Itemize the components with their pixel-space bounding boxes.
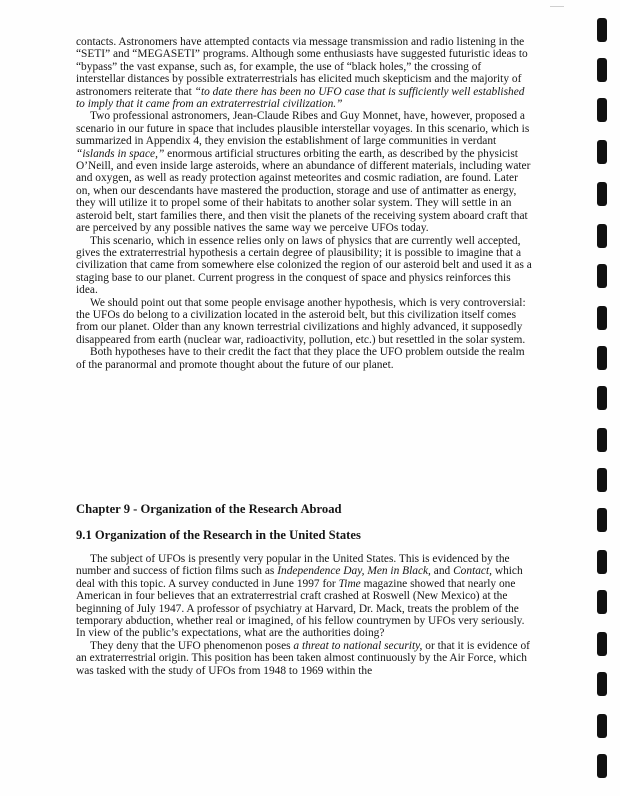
paragraph-astronomers-scenario (76, 110, 532, 234)
italic-film-title: Contact, (453, 565, 492, 578)
paragraph-text: or that it is evidence of an extraterrestrial origin. This position has been taken almost continuously by the Air Force, which was tasked with the study of UFOs from 1948 to 1969 within the (76, 639, 530, 677)
binding-hole (597, 224, 607, 248)
binding-hole (597, 468, 607, 492)
paragraph-text: enormous artificial structures orbiting the earth, as described by the physicist O’Neill, and even inside large asteroids, where an abundance of different materials, including water and oxygen, as well as ready protection against meteorites and cosmic radiation, are found. Later on, when our descendants have mastered the production, storage and use of antimatter as energy, they will utilize it to propel some of their habitats to another solar system. They will settle in an asteroid belt, start families there, and then visit the planets of the receiving system aboard craft that are perceived by any possible natives the same way we perceive UFOs today. (76, 147, 531, 235)
binding-hole (597, 714, 607, 738)
binding-hole (597, 306, 607, 330)
italic-magazine-title: Time (338, 577, 361, 590)
paragraph-controversial-hypothesis: We should point out that some people envisage another hypothesis, which is very controversial: the UFOs do belong to a civilization located in the asteroid belt, but this civilization itself comes from our planet. Older than any known terrestrial civilizations and highly advanced, it supposedly disappeared from earth (nuclear war, radioactivity, pollution, etc.) but resettled in the solar system. (76, 296, 526, 346)
binding-hole (597, 58, 607, 82)
paragraph-text: The subject of UFOs is presently very popular in the United States. This is evidenced by the number and success of fiction films such as (76, 553, 510, 578)
document-body-lower (76, 553, 532, 677)
paragraph-text: and (430, 565, 454, 578)
paragraph-text: which deal with this topic. A survey conducted in June 1997 for (76, 565, 523, 590)
binding-hole (597, 140, 607, 164)
binding-hole (597, 672, 607, 696)
scan-mark (550, 6, 564, 7)
italic-phrase: a threat to national security, (293, 639, 423, 652)
binding-hole (597, 18, 607, 42)
binding-hole (597, 428, 607, 452)
binding-hole (597, 182, 607, 206)
paragraph-ufo-popularity (76, 553, 532, 640)
paragraph-text: Two professional astronomers, Jean-Claude Ribes and Guy Monnet, have, however, proposed a scenario in our future in space that includes plausible interstellar voyages. In this scenario, which is summarized in Appendix 4, they envision the establishment of large communities in verdant (76, 110, 530, 148)
binding-hole (597, 264, 607, 288)
paragraph-text: contacts. Astronomers have attempted contacts via message transmission and radio listening in the “SETI” and “MEGASETI” programs. Although some enthusiasts have suggested futuristic ideas to “bypass” the vast expanse, such as, for example, the use of “black holes,” the crossing of interstellar distances by possible extraterrestrials has elicited much skepticism and the majority of astronomers reiterate that (76, 36, 528, 98)
binding-hole (597, 386, 607, 410)
paragraph-scenario-plausibility: This scenario, which in essence relies only on laws of physics that are currently well accepted, gives the extraterrestrial hypothesis a certain degree of plausibility; it is possible to imagine that a civilization that came from somewhere else colonized the region of our asteroid belt and used it as a staging base to our planet. Current progress in the conquest of space and physics reinforces this idea. (76, 234, 532, 297)
paragraph-contacts (76, 36, 532, 110)
italic-quote: “to date there has been no UFO case that is sufficiently well established to imply that it came from an extraterrestrial civilization.” (76, 85, 525, 111)
paragraph-both-hypotheses: Both hypotheses have to their credit the fact that they place the UFO problem outside the realm of the paranormal and promote thought about the future of our planet. (76, 346, 525, 371)
binding-holes (597, 0, 609, 796)
binding-hole (597, 346, 607, 370)
binding-hole (597, 550, 607, 574)
binding-hole (597, 754, 607, 778)
paragraph-text: They deny that the UFO phenomenon poses (90, 639, 294, 652)
binding-hole (597, 590, 607, 614)
section-heading: 9.1 Organization of the Research in the United States (76, 528, 361, 542)
binding-hole (597, 632, 607, 656)
binding-hole (597, 508, 607, 532)
chapter-heading: Chapter 9 - Organization of the Research Abroad (76, 502, 342, 516)
italic-film-titles: Independence Day, Men in Black, (277, 565, 431, 578)
paragraph-text: magazine showed that nearly one American in four believes that an extraterrestrial craft crashed at Roswell (New Mexico) at the beginning of July 1947. A professor of psychiatry at Harvard, Dr. Mack, treats the problem of the temporary abduction, whether real or imagined, of his fellow countrymen by UFOs very seriously. In view of the public’s expectations, what are the authorities doing? (76, 577, 525, 640)
binding-hole (597, 98, 607, 122)
italic-phrase: “islands in space,” (76, 147, 165, 160)
paragraph-authorities-deny (76, 640, 532, 677)
document-body-top (76, 36, 532, 371)
